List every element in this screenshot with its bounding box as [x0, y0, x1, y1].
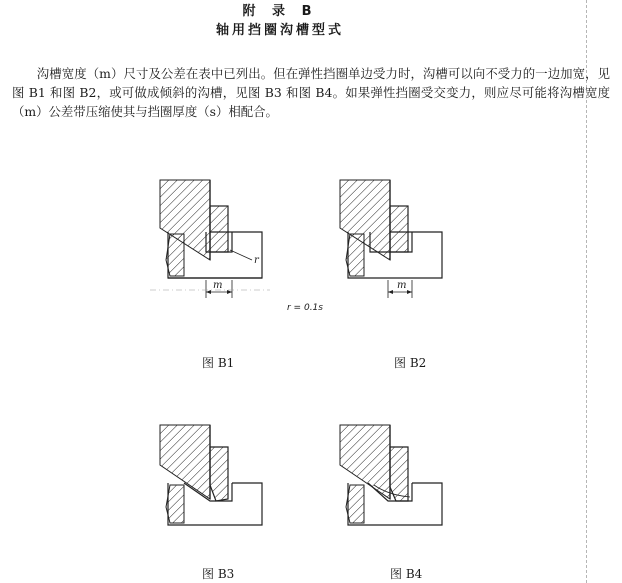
retaining-ring	[390, 206, 408, 252]
retaining-ring	[210, 206, 228, 252]
figure-b1-caption: 图 B1	[202, 356, 235, 370]
retaining-ring	[390, 447, 408, 501]
retaining-ring	[210, 447, 228, 501]
appendix-heading: 附 录 B	[242, 4, 318, 19]
figure-b2-caption: 图 B2	[394, 356, 427, 370]
figure-b4-caption: 图 B4	[390, 567, 423, 581]
figure-b3-drawing	[160, 420, 270, 540]
figure-b1-dim-label: m	[213, 280, 223, 291]
shaft-hatched-left	[166, 234, 184, 276]
figure-b2-dim-label: m	[397, 280, 407, 291]
radius-note: r = 0.1s	[287, 303, 323, 313]
appendix-subtitle: 轴用挡圈沟槽型式	[215, 23, 344, 38]
figure-b1-radius-label: r	[254, 255, 259, 266]
figure-b3-caption: 图 B3	[202, 567, 235, 581]
figure-b2-drawing	[340, 180, 450, 300]
body-paragraph: 沟槽宽度（m）尺寸及公差在表中已列出。但在弹性挡圈单边受力时，沟槽可以向不受力的一边加宽，见图 B1 和图 B2，或可做成倾斜的沟槽，见图 B3 和图 B4。如果弹性挡圈受交变力，则应尽可能将沟槽宽度（m）公差带压缩使其与挡圈厚度（s）相配合。	[12, 66, 610, 119]
figure-b4-drawing	[340, 420, 450, 540]
